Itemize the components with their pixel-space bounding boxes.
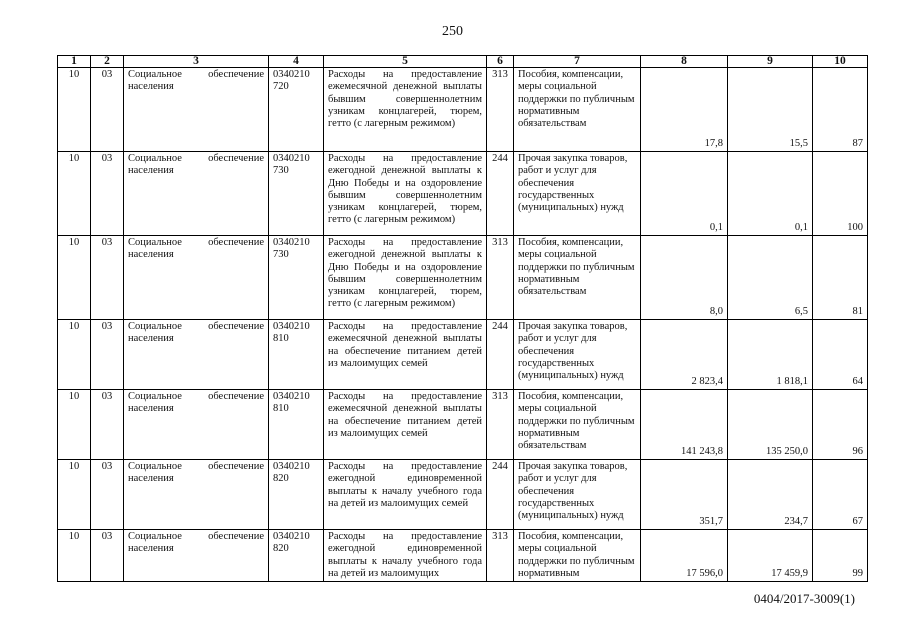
section-name-word: Социальное — [128, 237, 182, 248]
percent-cell: 99 — [813, 530, 868, 582]
section-name-word: Социальное — [128, 461, 182, 472]
table-row — [58, 390, 868, 460]
expense-type-code-cell: 313 — [487, 530, 514, 582]
expense-type-name-cell: Пособия, компенсации, меры социальной поддержки по публичным нормативным обязательствам — [514, 390, 641, 460]
subsection-cell: 03 — [91, 236, 124, 320]
expense-description-cell: Расходы на предоставление ежемесячной денежной выплаты на обеспечение питанием детей из малоимущих семей — [324, 320, 487, 390]
expense-description-cell: Расходы на предоставление ежегодной единовременной выплаты к началу учебного года на детей из малоимущих семей — [324, 460, 487, 530]
plan-amount-cell: 17,8 — [641, 68, 728, 152]
section-name-cell — [124, 320, 269, 390]
expense-type-name-cell: Прочая закупка товаров, работ и услуг для обеспечения государственных (муниципальных) нужд — [514, 460, 641, 530]
target-code-cell — [269, 460, 324, 530]
expense-description-cell: Расходы на предоставление ежегодной денежной выплаты к Дню Победы и на оздоровление бывшим совершеннолетним узникам концлагерей, тюрем, гетто (с лагерным режимом) — [324, 152, 487, 236]
expense-type-name-cell: Прочая закупка товаров, работ и услуг для обеспечения государственных (муниципальных) нужд — [514, 152, 641, 236]
section-name-word: Социальное — [128, 69, 182, 80]
section-name-word: обеспечение — [208, 531, 264, 542]
column-header: 9 — [728, 56, 813, 68]
section-name-cell — [124, 530, 269, 582]
expense-description-cell: Расходы на предоставление ежемесячной денежной выплаты на обеспечение питанием детей из малоимущих семей — [324, 390, 487, 460]
expense-type-code-cell: 244 — [487, 460, 514, 530]
target-code-part: 0340210 — [273, 237, 310, 248]
section-cell: 10 — [58, 68, 91, 152]
expense-type-name-cell: Пособия, компенсации, меры социальной поддержки по публичным нормативным — [514, 530, 641, 582]
section-name-word: обеспечение — [208, 69, 264, 80]
section-name-word: населения — [128, 249, 174, 261]
section-name-word: Социальное — [128, 153, 182, 164]
plan-amount-cell: 141 243,8 — [641, 390, 728, 460]
plan-amount-cell: 2 823,4 — [641, 320, 728, 390]
expense-description-cell: Расходы на предоставление ежегодной денежной выплаты к Дню Победы и на оздоровление бывшим совершеннолетним узникам концлагерей, тюрем, гетто (с лагерным режимом) — [324, 236, 487, 320]
section-cell: 10 — [58, 460, 91, 530]
column-header: 1 — [58, 56, 91, 68]
section-cell: 10 — [58, 530, 91, 582]
section-name-word: Социальное — [128, 531, 182, 542]
actual-amount-cell: 135 250,0 — [728, 390, 813, 460]
section-name-cell — [124, 390, 269, 460]
expense-description-cell: Расходы на предоставление ежемесячной денежной выплаты бывшим совершеннолетним узникам концлагерей, тюрем, гетто (с лагерным режимом) — [324, 68, 487, 152]
target-code-part: 820 — [273, 473, 289, 485]
header-row — [58, 56, 868, 68]
target-code-part: 720 — [273, 81, 289, 93]
target-code-part: 0340210 — [273, 461, 310, 472]
section-name-cell — [124, 68, 269, 152]
expense-type-code-cell: 313 — [487, 390, 514, 460]
actual-amount-cell: 1 818,1 — [728, 320, 813, 390]
percent-cell: 87 — [813, 68, 868, 152]
section-name-word: Социальное — [128, 321, 182, 332]
actual-amount-cell: 15,5 — [728, 68, 813, 152]
section-cell: 10 — [58, 390, 91, 460]
target-code-part: 810 — [273, 333, 289, 345]
column-header: 8 — [641, 56, 728, 68]
section-name-word: обеспечение — [208, 321, 264, 332]
column-header: 3 — [124, 56, 269, 68]
subsection-cell: 03 — [91, 152, 124, 236]
actual-amount-cell: 0,1 — [728, 152, 813, 236]
column-header: 6 — [487, 56, 514, 68]
subsection-cell: 03 — [91, 530, 124, 582]
section-name-word: обеспечение — [208, 153, 264, 164]
expense-type-code-cell: 313 — [487, 68, 514, 152]
percent-cell: 100 — [813, 152, 868, 236]
target-code-cell — [269, 390, 324, 460]
percent-cell: 67 — [813, 460, 868, 530]
section-cell: 10 — [58, 236, 91, 320]
percent-cell: 81 — [813, 236, 868, 320]
section-name-word: населения — [128, 403, 174, 415]
actual-amount-cell: 234,7 — [728, 460, 813, 530]
plan-amount-cell: 8,0 — [641, 236, 728, 320]
target-code-part: 0340210 — [273, 391, 310, 402]
plan-amount-cell: 0,1 — [641, 152, 728, 236]
document-code: 0404/2017-3009(1) — [753, 591, 855, 606]
target-code-cell — [269, 530, 324, 582]
section-name-word: обеспечение — [208, 237, 264, 248]
expense-type-name-cell: Пособия, компенсации, меры социальной поддержки по публичным нормативным обязательствам — [514, 68, 641, 152]
table-row — [58, 320, 868, 390]
section-name-cell — [124, 460, 269, 530]
subsection-cell: 03 — [91, 68, 124, 152]
target-code-cell — [269, 236, 324, 320]
subsection-cell: 03 — [91, 390, 124, 460]
section-name-cell — [124, 236, 269, 320]
column-header: 2 — [91, 56, 124, 68]
expense-type-name-cell: Прочая закупка товаров, работ и услуг для обеспечения государственных (муниципальных) нужд — [514, 320, 641, 390]
target-code-cell — [269, 68, 324, 152]
section-name-word: обеспечение — [208, 391, 264, 402]
section-name-cell — [124, 152, 269, 236]
expense-type-code-cell: 244 — [487, 320, 514, 390]
subsection-cell: 03 — [91, 320, 124, 390]
section-name-word: населения — [128, 81, 174, 93]
section-name-word: населения — [128, 473, 174, 485]
percent-cell: 96 — [813, 390, 868, 460]
table-row — [58, 152, 868, 236]
expense-type-code-cell: 244 — [487, 152, 514, 236]
target-code-part: 820 — [273, 543, 289, 555]
column-header: 4 — [269, 56, 324, 68]
column-header: 7 — [514, 56, 641, 68]
table-row — [58, 530, 868, 582]
column-header: 10 — [813, 56, 868, 68]
budget-table — [57, 55, 868, 582]
target-code-cell — [269, 320, 324, 390]
target-code-part: 730 — [273, 249, 289, 261]
table-row — [58, 236, 868, 320]
section-cell: 10 — [58, 152, 91, 236]
plan-amount-cell: 351,7 — [641, 460, 728, 530]
section-name-word: населения — [128, 165, 174, 177]
section-name-word: Социальное — [128, 391, 182, 402]
target-code-part: 810 — [273, 403, 289, 415]
section-name-word: населения — [128, 333, 174, 345]
section-cell: 10 — [58, 320, 91, 390]
target-code-part: 730 — [273, 165, 289, 177]
target-code-part: 0340210 — [273, 531, 310, 542]
target-code-part: 0340210 — [273, 153, 310, 164]
percent-cell: 64 — [813, 320, 868, 390]
section-name-word: обеспечение — [208, 461, 264, 472]
subsection-cell: 03 — [91, 460, 124, 530]
page-number: 250 — [442, 24, 463, 39]
actual-amount-cell: 6,5 — [728, 236, 813, 320]
expense-description-cell: Расходы на предоставление ежегодной единовременной выплаты к началу учебного года на детей из малоимущих — [324, 530, 487, 582]
plan-amount-cell: 17 596,0 — [641, 530, 728, 582]
target-code-part: 0340210 — [273, 69, 310, 80]
column-header: 5 — [324, 56, 487, 68]
target-code-part: 0340210 — [273, 321, 310, 332]
expense-type-name-cell: Пособия, компенсации, меры социальной поддержки по публичным нормативным обязательствам — [514, 236, 641, 320]
table-row — [58, 68, 868, 152]
target-code-cell — [269, 152, 324, 236]
actual-amount-cell: 17 459,9 — [728, 530, 813, 582]
section-name-word: населения — [128, 543, 174, 555]
table-row — [58, 460, 868, 530]
expense-type-code-cell: 313 — [487, 236, 514, 320]
